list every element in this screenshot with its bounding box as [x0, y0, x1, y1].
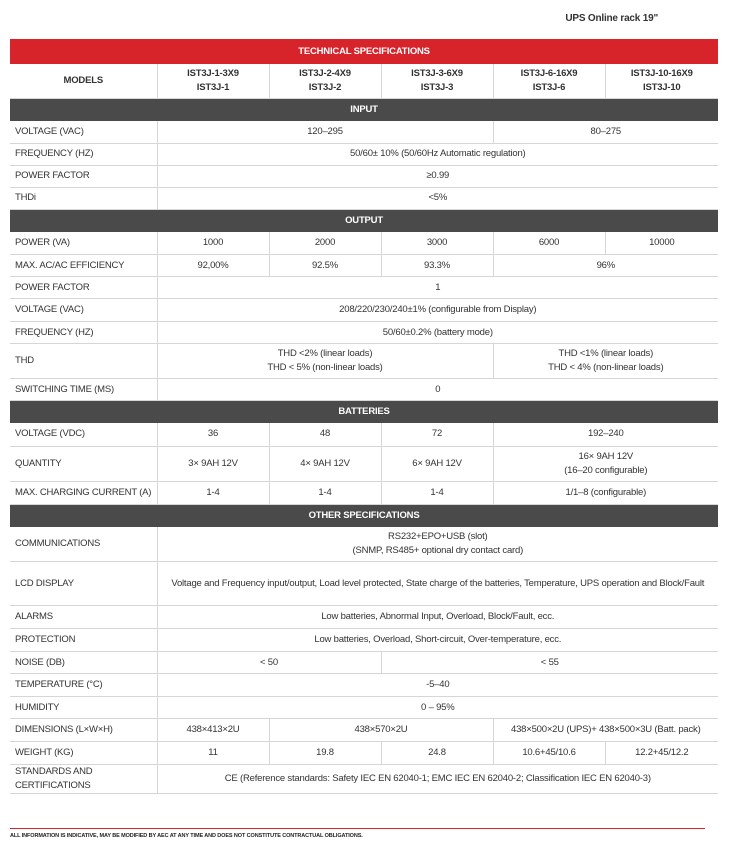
spec-value [493, 344, 718, 379]
spec-value-line: THD < 4% (non-linear loads) [548, 362, 664, 373]
spec-value [381, 742, 493, 765]
spec-label: VOLTAGE (VAC) [10, 121, 157, 143]
spec-row [10, 527, 718, 562]
spec-value [493, 481, 718, 504]
spec-value [381, 423, 493, 446]
spec-value [157, 481, 269, 504]
spec-value-line: 4× 9AH 12V [300, 457, 350, 469]
spec-value [157, 697, 718, 719]
model-name: IST3J-1 [196, 82, 230, 93]
spec-value-line: 3000 [426, 236, 448, 248]
spec-value [605, 232, 718, 255]
spec-value-line: (SNMP, RS485+ optional dry contact card) [352, 544, 524, 556]
spec-value [157, 255, 269, 277]
section-header [10, 401, 718, 424]
spec-value [605, 742, 718, 765]
spec-value-line: 80–275 [590, 125, 622, 137]
spec-value [157, 344, 493, 379]
spec-row [10, 446, 718, 481]
spec-value-line: CE (Reference standards: Safety IEC EN 62040-1; EMC IEC EN 62040-2; Classification IEC EN 62040-3) [224, 773, 651, 784]
spec-label: POWER (VA) [10, 232, 157, 255]
spec-value [157, 299, 718, 322]
spec-label: HUMIDITY [10, 697, 157, 719]
footer-divider [10, 828, 705, 829]
model-name: IST3J-2 [308, 82, 342, 93]
spec-value-line: 3× 9AH 12V [188, 457, 238, 469]
spec-row [10, 255, 718, 277]
model-header [269, 64, 381, 99]
model-header [157, 64, 269, 99]
spec-value-line: 120–295 [307, 125, 343, 137]
section-title: BATTERIES [10, 401, 718, 424]
spec-value [157, 446, 269, 481]
spec-value-line: 438×500×2U (UPS)+ 438×500×3U (Batt. pack) [510, 724, 701, 735]
spec-value-line: 92,00% [197, 259, 229, 271]
spec-row [10, 165, 718, 187]
spec-value-line: 6× 9AH 12V [412, 457, 462, 469]
spec-value [493, 232, 605, 255]
spec-value [157, 143, 718, 165]
spec-row [10, 674, 718, 697]
spec-label: PROTECTION [10, 629, 157, 652]
spec-row [10, 121, 718, 143]
spec-value [157, 674, 718, 697]
spec-value [157, 765, 718, 794]
spec-value [157, 629, 718, 652]
spec-table [10, 39, 718, 794]
section-title: OUTPUT [10, 209, 718, 232]
spec-label: MAX. CHARGING CURRENT (A) [10, 481, 157, 504]
spec-label: FREQUENCY (HZ) [10, 322, 157, 344]
spec-value [157, 527, 718, 562]
spec-label: FREQUENCY (HZ) [10, 143, 157, 165]
spec-row [10, 481, 718, 504]
spec-value [157, 719, 269, 742]
spec-value-line: < 55 [540, 656, 559, 668]
spec-label: QUANTITY [10, 446, 157, 481]
footer-disclaimer: ALL INFORMATION IS INDICATIVE, MAY BE MODIFIED BY AEC AT ANY TIME AND DOES NOT CONSTITUTE CONTRACTUAL OBLIGATIONS. [10, 833, 363, 839]
spec-label: POWER FACTOR [10, 165, 157, 187]
spec-value-line: THD < 5% (non-linear loads) [267, 362, 383, 373]
model-name: IST3J-6 [532, 82, 566, 93]
spec-value [157, 562, 718, 606]
model-name: IST3J-3 [420, 82, 454, 93]
spec-value-line: RS232+EPO+USB (slot) [388, 530, 488, 542]
spec-value [493, 121, 718, 143]
spec-value-line: 208/220/230/240±1% (configurable from Display) [339, 304, 537, 315]
spec-value [381, 255, 493, 277]
spec-value-line: 50/60±0.2% (battery mode) [382, 326, 493, 338]
model-header [381, 64, 493, 99]
spec-value [493, 719, 718, 742]
spec-value-line: 72 [431, 428, 443, 440]
spec-value-line: 1-4 [206, 486, 220, 498]
spec-value [269, 719, 493, 742]
spec-row [10, 322, 718, 344]
spec-row [10, 562, 718, 606]
spec-value-line: 10000 [649, 236, 675, 248]
spec-value [269, 232, 381, 255]
spec-value-line: 24.8 [428, 747, 446, 758]
spec-value-line: THD <1% (linear loads) [558, 348, 654, 359]
spec-value [493, 423, 718, 446]
model-header [493, 64, 605, 99]
spec-label: THD [10, 344, 157, 379]
spec-value-line: 438×570×2U [354, 724, 408, 735]
table-title: TECHNICAL SPECIFICATIONS [10, 39, 718, 64]
spec-label: VOLTAGE (VDC) [10, 423, 157, 446]
spec-row [10, 629, 718, 652]
spec-value-line: (16–20 configurable) [564, 464, 648, 476]
model-name: IST3J-10 [643, 82, 681, 93]
spec-value-line: 12.2+45/12.2 [635, 747, 689, 758]
spec-value-line: 192–240 [587, 428, 624, 440]
spec-value [381, 232, 493, 255]
model-name: IST3J-1-3X9 [187, 68, 239, 79]
spec-label: ALARMS [10, 606, 157, 629]
spec-label: COMMUNICATIONS [10, 527, 157, 562]
spec-row [10, 697, 718, 719]
section-title: INPUT [10, 99, 718, 122]
spec-value-line: 11 [208, 747, 218, 758]
spec-value-line: 92.5% [312, 259, 338, 271]
spec-row [10, 232, 718, 255]
spec-row [10, 344, 718, 379]
spec-value [157, 379, 718, 401]
spec-value [157, 423, 269, 446]
spec-value [157, 606, 718, 629]
spec-value-line: 1-4 [318, 486, 332, 498]
spec-value-line: 1-4 [430, 486, 444, 498]
spec-value [269, 481, 381, 504]
spec-value-line: Low batteries, Overload, Short-circuit, Over-temperature, ecc. [314, 634, 562, 645]
spec-row [10, 765, 718, 794]
spec-value [157, 165, 718, 187]
section-header [10, 504, 718, 527]
spec-label: SWITCHING TIME (MS) [10, 379, 157, 401]
spec-value [157, 277, 718, 299]
spec-value-line: 0 – 95% [421, 701, 455, 713]
spec-label: THDi [10, 187, 157, 209]
spec-value-line: 1/1–8 (configurable) [565, 486, 647, 498]
spec-value-line: 16× 9AH 12V [578, 450, 634, 462]
spec-label: LCD DISPLAY [10, 562, 157, 606]
spec-value [157, 121, 493, 143]
spec-label: TEMPERATURE (°C) [10, 674, 157, 697]
spec-value [381, 481, 493, 504]
spec-row [10, 277, 718, 299]
section-header [10, 99, 718, 122]
spec-label: VOLTAGE (VAC) [10, 299, 157, 322]
spec-row [10, 299, 718, 322]
spec-value-line: 0 [435, 383, 441, 395]
spec-value-line: -5–40 [426, 679, 450, 690]
spec-value [269, 255, 381, 277]
spec-row [10, 719, 718, 742]
spec-value-line: Voltage and Frequency input/output, Load level protected, State charge of the batteries, Temperature, UPS operation and Block/Fault [171, 577, 705, 589]
spec-label: STANDARDS AND CERTIFICATIONS [10, 765, 157, 794]
spec-value-line: 36 [207, 428, 219, 440]
section-header [10, 209, 718, 232]
spec-value [157, 322, 718, 344]
spec-row [10, 187, 718, 209]
spec-row [10, 423, 718, 446]
spec-value-line: < 50 [260, 656, 278, 668]
spec-value-line: 19.8 [316, 747, 334, 758]
section-title: OTHER SPECIFICATIONS [10, 504, 718, 527]
document-title: UPS Online rack 19" [565, 13, 658, 24]
spec-row [10, 143, 718, 165]
spec-value [157, 742, 269, 765]
spec-value [381, 652, 718, 674]
table-title-row [10, 39, 718, 64]
spec-value-line: 96% [596, 259, 615, 271]
model-name: IST3J-10-16X9 [630, 68, 693, 79]
spec-value [493, 742, 605, 765]
spec-value [493, 255, 718, 277]
spec-row [10, 652, 718, 674]
spec-value [269, 446, 381, 481]
spec-value [157, 187, 718, 209]
models-row [10, 64, 718, 99]
spec-value-line: 6000 [538, 236, 560, 248]
spec-value [269, 423, 381, 446]
spec-value-line: 1 [435, 281, 441, 293]
spec-label: MAX. AC/AC EFFICIENCY [10, 255, 157, 277]
spec-value [157, 232, 269, 255]
spec-label: DIMENSIONS (L×W×H) [10, 719, 157, 742]
spec-value [493, 446, 718, 481]
spec-value [157, 652, 381, 674]
spec-row [10, 606, 718, 629]
spec-value-line: 2000 [314, 236, 336, 248]
spec-row [10, 379, 718, 401]
spec-label: WEIGHT (KG) [10, 742, 157, 765]
model-header [605, 64, 718, 99]
spec-row [10, 742, 718, 765]
model-name: IST3J-2-4X9 [299, 68, 351, 79]
model-name: IST3J-3-6X9 [411, 68, 463, 79]
spec-value-line: 1000 [202, 236, 224, 248]
spec-value [381, 446, 493, 481]
model-name: IST3J-6-16X9 [520, 68, 578, 79]
spec-value-line: <5% [428, 192, 448, 203]
spec-label: POWER FACTOR [10, 277, 157, 299]
spec-value-line: Low batteries, Abnormal Input, Overload, Block/Fault, ecc. [321, 611, 555, 622]
spec-value-line: 10.6+45/10.6 [522, 747, 576, 758]
spec-value-line: 50/60± 10% (50/60Hz Automatic regulation) [350, 148, 526, 159]
spec-value-line: THD <2% (linear loads) [277, 348, 373, 359]
models-label: MODELS [10, 64, 157, 99]
spec-value-line: ≥0.99 [426, 170, 450, 181]
spec-value-line: 93.3% [424, 259, 450, 271]
spec-value-line: 438×413×2U [186, 724, 240, 735]
spec-value-line: 48 [319, 428, 331, 440]
spec-label: NOISE (DB) [10, 652, 157, 674]
spec-value [269, 742, 381, 765]
